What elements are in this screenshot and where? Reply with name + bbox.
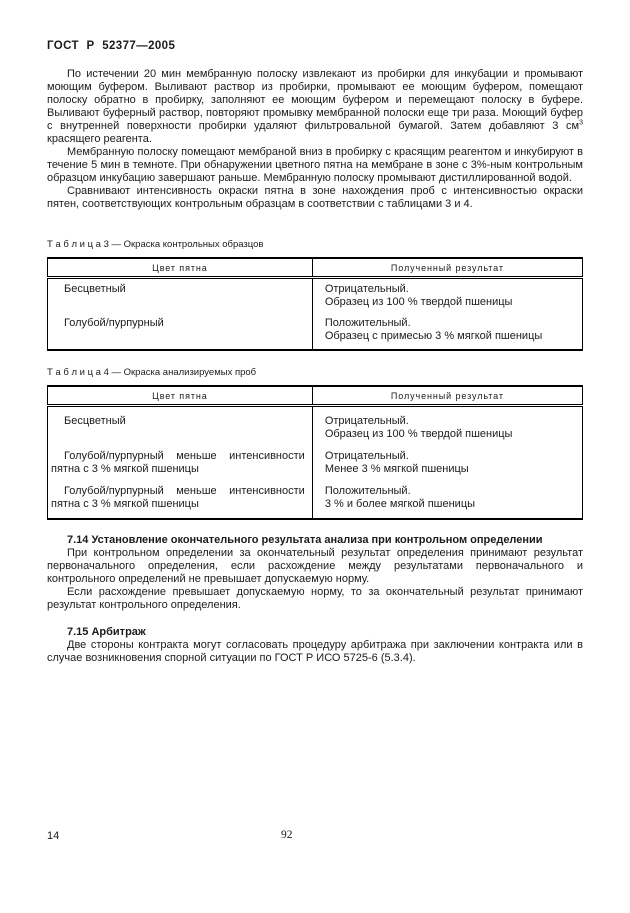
table4-header-spot-color: Цвет пятна <box>48 386 313 406</box>
spot-color-text: Голубой/пурпурный <box>64 317 164 329</box>
result-line: Образец с примесью 3 % мягкой пшеницы <box>324 330 543 342</box>
result-line: 3 % и более мягкой пшеницы <box>324 498 476 510</box>
table3-control-samples <box>47 257 583 351</box>
result-line: Образец из 100 % твердой пшеницы <box>324 428 513 440</box>
spot-color-cell <box>48 449 313 484</box>
spot-color-cell <box>48 316 313 350</box>
result-cell <box>312 406 582 450</box>
table4-header-row <box>48 386 583 406</box>
paragraph-compare-intensity: Сравнивают интенсивность окраски пятна в зоне нахождения проб с интенсивностью окраски пятен, соответствующих контрольным образцам в соответствии с таблицами 3 и 4. <box>47 185 583 210</box>
section-7-14-heading: 7.14 Установление окончательного результата анализа при контрольном определении <box>67 534 543 546</box>
paragraph-text: По истечении 20 мин мембранную полоску извлекают из пробирки для инкубации и промывают моющим буфером. Выливают раствор из пробирки, промывают ее моющим буфером, помещают полоску обратно в пробирку, заполняют ее моющим буфером и перемещают полоску в буфере. Выливают буферный раствор, повторяют промывку мембранной полоски еще три раза. Моющий буфер с внутренней поверхности пробирки удаляют фильтровальной бумагой. Затем добавляют 3 см <box>47 68 583 132</box>
table3-header-row <box>48 258 583 278</box>
spot-color-cell <box>48 278 313 317</box>
section-7-15-heading: 7.15 Арбитраж <box>67 626 146 638</box>
table4-caption: Т а б л и ц а 4 — Окраска анализируемых проб <box>47 367 257 378</box>
document-number-header: ГОСТ Р 52377—2005 <box>47 40 176 52</box>
result-line: Отрицательный. <box>324 450 409 462</box>
spot-color-text: Бесцветный <box>64 283 126 295</box>
superscript-cubic-cm: 3 <box>579 119 583 127</box>
paragraph-7-15-arbitration: Две стороны контракта могут согласовать процедуру арбитража при заключении контракта или в случае возникновения спорной ситуации по ГОСТ Р ИСО 5725-6 (5.3.4). <box>47 639 583 664</box>
table-row <box>48 484 583 519</box>
result-cell <box>312 484 582 519</box>
table-row <box>48 406 583 450</box>
page-number-left: 14 <box>47 830 60 842</box>
result-line: Образец из 100 % твердой пшеницы <box>324 296 513 308</box>
result-line: Менее 3 % мягкой пшеницы <box>324 463 469 475</box>
result-line: Отрицательный. <box>324 283 409 295</box>
spot-color-text: Бесцветный <box>64 415 126 427</box>
spot-color-cell <box>48 484 313 519</box>
paragraph-7-14-control-result: Если расхождение превышает допускаемую норму, то за окончательный результат принимают результат контрольного определения. <box>47 586 583 611</box>
table-row <box>48 449 583 484</box>
table-row <box>48 278 583 317</box>
result-line: Положительный. <box>324 317 411 329</box>
paragraph-washing-procedure <box>47 68 583 146</box>
table4-analyzed-samples <box>47 385 583 520</box>
result-line: Положительный. <box>324 485 411 497</box>
table-row <box>48 316 583 350</box>
table3-header-spot-color: Цвет пятна <box>48 258 313 278</box>
spot-color-cell <box>48 406 313 450</box>
table3-caption: Т а б л и ц а 3 — Окраска контрольных образцов <box>47 239 264 250</box>
paragraph-text: красящего реагента. <box>47 133 152 145</box>
page-content <box>47 0 583 665</box>
spot-color-text: Голубой/пурпурный меньше интенсивности пятна с 3 % мягкой пшеницы <box>51 485 305 510</box>
result-line: Отрицательный. <box>324 415 409 427</box>
table3-header-result: Полученный результат <box>312 258 582 278</box>
result-cell <box>312 449 582 484</box>
spot-color-text: Голубой/пурпурный меньше интенсивности пятна с 3 % мягкой пшеницы <box>51 450 305 475</box>
paragraph-7-14-initial-result: При контрольном определении за окончательный результат определения принимают результат первоначального определения, если расхождение между результатами первоначального и контрольного определений не превышает допускаемую норму. <box>47 547 583 585</box>
paragraph-incubation: Мембранную полоску помещают мембраной вниз в пробирку с красящим реагентом и инкубируют в течение 5 мин в темноте. При обнаружении цветного пятна на мембране в зоне с 3%-ным контрольным образцом инкубацию завершают раньше. Мембранную полоску промывают дистиллированной водой. <box>47 146 583 184</box>
result-cell <box>312 316 582 350</box>
table4-header-result: Полученный результат <box>312 386 582 406</box>
page-number-center: 92 <box>281 829 293 841</box>
result-cell <box>312 278 582 317</box>
